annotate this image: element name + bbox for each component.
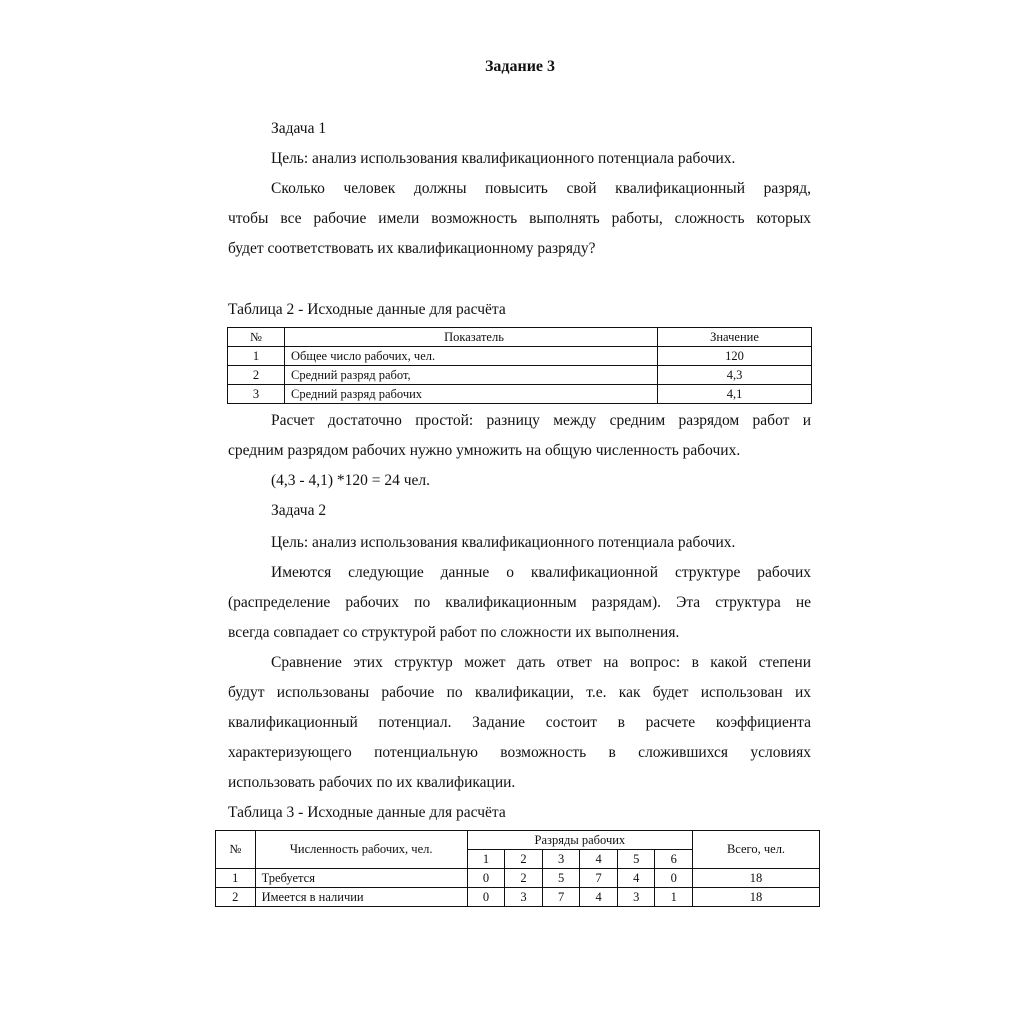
table3-cell-value: 5 — [542, 869, 580, 888]
table-row — [228, 366, 812, 385]
table3-cell-value: 4 — [580, 888, 618, 907]
table3-cell-value: 2 — [505, 869, 543, 888]
table3-cell-value: 0 — [467, 888, 505, 907]
table3-cell-value: 3 — [505, 888, 543, 907]
table2-cell-no: 2 — [228, 366, 285, 385]
table-row — [228, 385, 812, 404]
table3-cell-total: 18 — [693, 888, 820, 907]
table3-cell-label: Имеется в наличии — [255, 888, 467, 907]
task1-goal: Цель: анализ использования квалификационного потенциала рабочих. — [271, 150, 736, 167]
table3-grade: 2 — [505, 850, 543, 869]
table3-cell-value: 0 — [467, 869, 505, 888]
table3-cell-value: 1 — [655, 888, 693, 907]
table-row — [228, 347, 812, 366]
task1-question-line3: будет соответствовать их квалификационному разряду? — [228, 240, 596, 257]
task2-goal: Цель: анализ использования квалификационного потенциала рабочих. — [271, 534, 736, 551]
table2-cell-no: 1 — [228, 347, 285, 366]
table2-cell-indicator: Общее число рабочих, чел. — [285, 347, 658, 366]
table2-header-no: № — [228, 328, 285, 347]
task2-p2-line3: квалификационный потенциал. Задание состоит в расчете коэффициента — [228, 714, 811, 731]
task2-p2-line5: использовать рабочих по их квалификации. — [228, 774, 516, 791]
table2-cell-value: 4,1 — [658, 385, 812, 404]
task2-title: Задача 2 — [271, 502, 327, 519]
table3-grade: 1 — [467, 850, 505, 869]
table2-cell-value: 120 — [658, 347, 812, 366]
task1-title: Задача 1 — [271, 120, 327, 137]
table3-cell-value: 0 — [655, 869, 693, 888]
task2-p1-line1: Имеются следующие данные о квалификационной структуре рабочих — [271, 564, 811, 581]
table3 — [215, 830, 820, 907]
task1-question-line2: чтобы все рабочие имели возможность выполнять работы, сложность которых — [228, 210, 811, 227]
table3-cell-total: 18 — [693, 869, 820, 888]
table3-header-count: Численность рабочих, чел. — [255, 831, 467, 869]
table3-grade: 3 — [542, 850, 580, 869]
table2 — [227, 327, 812, 404]
table2-header-indicator: Показатель — [285, 328, 658, 347]
solution1-line2: средним разрядом рабочих нужно умножить на общую численность рабочих. — [228, 442, 741, 459]
table2-caption: Таблица 2 - Исходные данные для расчёта — [228, 301, 506, 318]
task2-p1-line2: (распределение рабочих по квалификационным разрядам). Эта структура не — [228, 594, 811, 611]
table3-cell-value: 4 — [617, 869, 655, 888]
table3-cell-value: 7 — [580, 869, 618, 888]
table3-header-grades: Разряды рабочих — [467, 831, 692, 850]
table3-cell-value: 7 — [542, 888, 580, 907]
task2-p1-line3: всегда совпадает со структурой работ по сложности их выполнения. — [228, 624, 680, 641]
page-title: Задание 3 — [484, 58, 556, 75]
table2-cell-indicator: Средний разряд работ, — [285, 366, 658, 385]
task2-p2-line2: будут использованы рабочие по квалификации, т.е. как будет использован их — [228, 684, 811, 701]
table2-cell-indicator: Средний разряд рабочих — [285, 385, 658, 404]
table3-cell-label: Требуется — [255, 869, 467, 888]
table3-caption: Таблица 3 - Исходные данные для расчёта — [228, 804, 506, 821]
table3-header-no: № — [216, 831, 256, 869]
table3-cell-no: 1 — [216, 869, 256, 888]
table3-grade: 5 — [617, 850, 655, 869]
table3-header-total: Всего, чел. — [693, 831, 820, 869]
task2-p2-line4: характеризующего потенциальную возможность в сложившихся условиях — [228, 744, 811, 761]
table3-grade: 4 — [580, 850, 618, 869]
table-row — [216, 888, 820, 907]
table3-grade: 6 — [655, 850, 693, 869]
table3-cell-no: 2 — [216, 888, 256, 907]
table2-header-value: Значение — [658, 328, 812, 347]
solution1-line1: Расчет достаточно простой: разницу между средним разрядом работ и — [271, 412, 811, 429]
table-row — [216, 869, 820, 888]
table3-header-row — [216, 831, 820, 850]
table2-cell-no: 3 — [228, 385, 285, 404]
solution1-formula: (4,3 - 4,1) *120 = 24 чел. — [271, 472, 431, 489]
task1-question-line1: Сколько человек должны повысить свой квалификационный разряд, — [271, 180, 811, 197]
task2-p2-line1: Сравнение этих структур может дать ответ на вопрос: в какой степени — [271, 654, 811, 671]
table3-cell-value: 3 — [617, 888, 655, 907]
table2-header-row — [228, 328, 812, 347]
table2-cell-value: 4,3 — [658, 366, 812, 385]
